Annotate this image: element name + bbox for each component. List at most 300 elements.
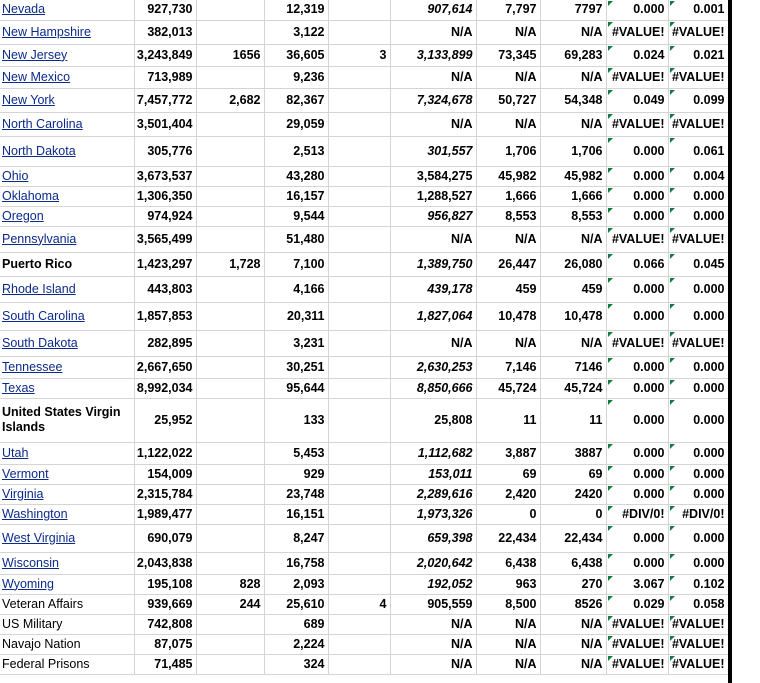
data-cell-col-2[interactable] — [196, 166, 264, 186]
row-label-cell[interactable]: Tennessee — [0, 356, 134, 378]
data-cell-col-7[interactable]: N/A — [540, 112, 606, 136]
data-cell-col-9[interactable]: #VALUE! — [668, 226, 728, 252]
data-cell-col-8[interactable]: 0.000 — [606, 484, 668, 504]
data-cell-col-6[interactable]: 0 — [476, 504, 540, 524]
data-cell-col-6[interactable]: 69 — [476, 464, 540, 484]
data-cell-col-1[interactable]: 71,485 — [134, 654, 196, 674]
data-cell-col-4[interactable] — [328, 226, 390, 252]
row-label-cell[interactable]: Navajo Nation — [0, 634, 134, 654]
data-cell-col-6[interactable]: 3,887 — [476, 442, 540, 464]
data-cell-col-2[interactable] — [196, 378, 264, 398]
row-label-cell[interactable]: New York — [0, 88, 134, 112]
data-cell-col-9[interactable]: #DIV/0! — [668, 504, 728, 524]
data-cell-col-4[interactable] — [328, 330, 390, 356]
data-cell-col-5[interactable]: 3,133,899 — [390, 44, 476, 66]
data-cell-col-2[interactable] — [196, 66, 264, 88]
data-cell-col-2[interactable] — [196, 112, 264, 136]
data-cell-col-9[interactable]: 0.000 — [668, 302, 728, 330]
data-cell-col-5[interactable]: N/A — [390, 20, 476, 44]
data-cell-col-7[interactable]: 2420 — [540, 484, 606, 504]
table-row — [0, 614, 728, 634]
row-label-cell[interactable]: US Military — [0, 614, 134, 634]
data-cell-col-4[interactable] — [328, 634, 390, 654]
data-cell-col-7[interactable]: N/A — [540, 226, 606, 252]
data-cell-col-3[interactable]: 43,280 — [264, 166, 328, 186]
data-cell-col-9[interactable]: 0.102 — [668, 574, 728, 594]
data-cell-col-6[interactable]: 45,724 — [476, 378, 540, 398]
data-cell-col-6[interactable]: 7,797 — [476, 0, 540, 20]
data-cell-col-6[interactable]: 6,438 — [476, 552, 540, 574]
data-cell-col-1[interactable]: 305,776 — [134, 136, 196, 166]
data-cell-col-6[interactable]: 26,447 — [476, 252, 540, 276]
table-row — [0, 464, 728, 484]
data-cell-col-1[interactable]: 3,501,404 — [134, 112, 196, 136]
data-cell-col-8[interactable]: #DIV/0! — [606, 504, 668, 524]
data-cell-col-1[interactable]: 2,667,650 — [134, 356, 196, 378]
row-label-cell[interactable]: Wyoming — [0, 574, 134, 594]
data-cell-col-9[interactable]: 0.000 — [668, 356, 728, 378]
data-cell-col-2[interactable] — [196, 20, 264, 44]
data-cell-col-5[interactable]: 659,398 — [390, 524, 476, 552]
data-cell-col-3[interactable]: 9,236 — [264, 66, 328, 88]
data-cell-col-4[interactable] — [328, 442, 390, 464]
data-cell-col-6[interactable]: 11 — [476, 398, 540, 442]
data-cell-col-3[interactable]: 5,453 — [264, 442, 328, 464]
data-cell-col-1[interactable]: 7,457,772 — [134, 88, 196, 112]
row-label-cell[interactable]: West Virginia — [0, 524, 134, 552]
data-cell-col-3[interactable]: 3,231 — [264, 330, 328, 356]
table-row — [0, 504, 728, 524]
data-cell-col-7[interactable]: 45,982 — [540, 166, 606, 186]
data-cell-col-6[interactable]: N/A — [476, 634, 540, 654]
data-cell-col-5[interactable]: 153,011 — [390, 464, 476, 484]
data-cell-col-6[interactable]: N/A — [476, 66, 540, 88]
data-cell-col-2[interactable] — [196, 0, 264, 20]
data-cell-col-3[interactable]: 20,311 — [264, 302, 328, 330]
data-cell-col-4[interactable] — [328, 186, 390, 206]
data-cell-col-4[interactable] — [328, 112, 390, 136]
data-cell-col-2[interactable] — [196, 614, 264, 634]
data-cell-col-9[interactable]: 0.058 — [668, 594, 728, 614]
data-cell-col-6[interactable]: 8,553 — [476, 206, 540, 226]
row-label-cell[interactable]: Utah — [0, 442, 134, 464]
data-cell-col-4[interactable] — [328, 484, 390, 504]
data-cell-col-1[interactable]: 974,924 — [134, 206, 196, 226]
row-label-cell[interactable]: Ohio — [0, 166, 134, 186]
data-cell-col-5[interactable]: N/A — [390, 634, 476, 654]
data-cell-col-2[interactable] — [196, 464, 264, 484]
row-label-cell[interactable]: New Hampshire — [0, 20, 134, 44]
data-cell-col-7[interactable]: N/A — [540, 330, 606, 356]
data-cell-col-4[interactable] — [328, 398, 390, 442]
data-cell-col-9[interactable]: 0.000 — [668, 206, 728, 226]
data-cell-col-1[interactable]: 154,009 — [134, 464, 196, 484]
data-cell-col-7[interactable]: 10,478 — [540, 302, 606, 330]
data-cell-col-3[interactable]: 12,319 — [264, 0, 328, 20]
data-cell-col-9[interactable]: 0.061 — [668, 136, 728, 166]
data-cell-col-8[interactable]: 0.000 — [606, 524, 668, 552]
data-cell-col-4[interactable] — [328, 166, 390, 186]
data-cell-col-8[interactable]: 0.049 — [606, 88, 668, 112]
data-cell-col-8[interactable]: 0.000 — [606, 0, 668, 20]
data-cell-col-7[interactable]: N/A — [540, 20, 606, 44]
data-cell-col-4[interactable] — [328, 0, 390, 20]
data-cell-col-3[interactable]: 23,748 — [264, 484, 328, 504]
data-cell-col-7[interactable]: 22,434 — [540, 524, 606, 552]
row-label-cell[interactable]: Nevada — [0, 0, 134, 20]
data-cell-col-6[interactable]: N/A — [476, 614, 540, 634]
data-cell-col-3[interactable]: 82,367 — [264, 88, 328, 112]
data-cell-col-4[interactable] — [328, 504, 390, 524]
data-cell-col-8[interactable]: 0.000 — [606, 378, 668, 398]
data-cell-col-3[interactable]: 689 — [264, 614, 328, 634]
data-cell-col-1[interactable]: 25,952 — [134, 398, 196, 442]
row-label-cell[interactable]: New Mexico — [0, 66, 134, 88]
table-row — [0, 552, 728, 574]
data-cell-col-4[interactable] — [328, 552, 390, 574]
data-cell-col-4[interactable] — [328, 574, 390, 594]
data-cell-col-5[interactable]: N/A — [390, 330, 476, 356]
row-label-cell[interactable]: Texas — [0, 378, 134, 398]
data-cell-col-5[interactable]: 956,827 — [390, 206, 476, 226]
data-cell-col-9[interactable]: 0.000 — [668, 186, 728, 206]
data-cell-col-8[interactable]: #VALUE! — [606, 66, 668, 88]
data-cell-col-1[interactable]: 2,043,838 — [134, 552, 196, 574]
data-cell-col-3[interactable]: 7,100 — [264, 252, 328, 276]
data-cell-col-9[interactable]: 0.000 — [668, 464, 728, 484]
data-cell-col-1[interactable]: 282,895 — [134, 330, 196, 356]
data-cell-col-6[interactable]: N/A — [476, 20, 540, 44]
data-cell-col-1[interactable]: 1,306,350 — [134, 186, 196, 206]
data-cell-col-3[interactable]: 9,544 — [264, 206, 328, 226]
data-cell-col-2[interactable] — [196, 136, 264, 166]
data-cell-col-5[interactable]: 8,850,666 — [390, 378, 476, 398]
data-cell-col-8[interactable]: 0.000 — [606, 398, 668, 442]
data-cell-col-4[interactable] — [328, 654, 390, 674]
row-label-cell[interactable]: Puerto Rico — [0, 252, 134, 276]
data-cell-col-9[interactable]: #VALUE! — [668, 112, 728, 136]
data-cell-col-9[interactable]: 0.000 — [668, 524, 728, 552]
data-cell-col-7[interactable]: 270 — [540, 574, 606, 594]
data-cell-col-3[interactable]: 2,093 — [264, 574, 328, 594]
data-cell-col-6[interactable]: N/A — [476, 112, 540, 136]
data-cell-col-8[interactable]: 0.066 — [606, 252, 668, 276]
data-cell-col-7[interactable]: N/A — [540, 614, 606, 634]
data-cell-col-2[interactable] — [196, 524, 264, 552]
data-cell-col-6[interactable]: N/A — [476, 654, 540, 674]
data-cell-col-8[interactable]: #VALUE! — [606, 112, 668, 136]
data-cell-col-8[interactable]: 0.029 — [606, 594, 668, 614]
data-cell-col-3[interactable]: 2,513 — [264, 136, 328, 166]
row-label-cell[interactable]: North Carolina — [0, 112, 134, 136]
data-cell-col-9[interactable]: #VALUE! — [668, 614, 728, 634]
row-label-cell[interactable]: New Jersey — [0, 44, 134, 66]
table-row — [0, 166, 728, 186]
data-cell-col-1[interactable]: 1,122,022 — [134, 442, 196, 464]
data-cell-col-1[interactable]: 2,315,784 — [134, 484, 196, 504]
data-cell-col-1[interactable]: 443,803 — [134, 276, 196, 302]
data-cell-col-1[interactable]: 195,108 — [134, 574, 196, 594]
data-cell-col-1[interactable]: 3,243,849 — [134, 44, 196, 66]
row-label-cell[interactable]: South Carolina — [0, 302, 134, 330]
data-cell-col-2[interactable] — [196, 186, 264, 206]
data-cell-col-9[interactable]: #VALUE! — [668, 66, 728, 88]
data-cell-col-5[interactable]: 907,614 — [390, 0, 476, 20]
data-cell-col-5[interactable]: 1,827,064 — [390, 302, 476, 330]
data-cell-col-4[interactable] — [328, 88, 390, 112]
data-cell-col-8[interactable]: 0.000 — [606, 136, 668, 166]
data-cell-col-9[interactable]: 0.099 — [668, 88, 728, 112]
data-cell-col-1[interactable]: 742,808 — [134, 614, 196, 634]
data-cell-col-3[interactable]: 16,758 — [264, 552, 328, 574]
data-cell-col-5[interactable]: 439,178 — [390, 276, 476, 302]
data-cell-col-7[interactable]: N/A — [540, 634, 606, 654]
data-cell-col-5[interactable]: 2,630,253 — [390, 356, 476, 378]
data-cell-col-3[interactable]: 51,480 — [264, 226, 328, 252]
data-cell-col-6[interactable]: 1,666 — [476, 186, 540, 206]
data-cell-col-6[interactable]: 963 — [476, 574, 540, 594]
table-row — [0, 330, 728, 356]
data-cell-col-4[interactable] — [328, 356, 390, 378]
data-cell-col-8[interactable]: 0.000 — [606, 464, 668, 484]
data-cell-col-7[interactable]: 11 — [540, 398, 606, 442]
data-cell-col-6[interactable]: N/A — [476, 226, 540, 252]
data-cell-col-9[interactable]: 0.000 — [668, 276, 728, 302]
data-cell-col-7[interactable]: 0 — [540, 504, 606, 524]
row-label-cell[interactable]: Federal Prisons — [0, 654, 134, 674]
data-cell-col-4[interactable] — [328, 66, 390, 88]
data-cell-col-5[interactable]: 1,288,527 — [390, 186, 476, 206]
data-cell-col-7[interactable]: 7146 — [540, 356, 606, 378]
data-cell-col-9[interactable]: 0.045 — [668, 252, 728, 276]
data-cell-col-5[interactable]: N/A — [390, 614, 476, 634]
data-cell-col-2[interactable] — [196, 226, 264, 252]
table-row — [0, 226, 728, 252]
data-cell-col-1[interactable]: 87,075 — [134, 634, 196, 654]
data-cell-col-4[interactable] — [328, 378, 390, 398]
data-cell-col-5[interactable]: N/A — [390, 66, 476, 88]
row-label-cell[interactable]: United States Virgin Islands — [0, 398, 134, 442]
data-cell-col-4[interactable] — [328, 252, 390, 276]
data-cell-col-2[interactable]: 244 — [196, 594, 264, 614]
table-row — [0, 378, 728, 398]
row-label-cell[interactable]: Virginia — [0, 484, 134, 504]
data-cell-col-4[interactable] — [328, 302, 390, 330]
data-cell-col-5[interactable]: 301,557 — [390, 136, 476, 166]
data-cell-col-7[interactable]: 54,348 — [540, 88, 606, 112]
sheet-edge-border — [728, 0, 732, 683]
data-cell-col-7[interactable]: 459 — [540, 276, 606, 302]
data-cell-col-5[interactable]: 25,808 — [390, 398, 476, 442]
data-cell-col-6[interactable]: 10,478 — [476, 302, 540, 330]
data-cell-col-6[interactable]: 45,982 — [476, 166, 540, 186]
data-cell-col-7[interactable]: N/A — [540, 66, 606, 88]
data-cell-col-8[interactable]: #VALUE! — [606, 634, 668, 654]
data-cell-col-8[interactable]: #VALUE! — [606, 226, 668, 252]
data-cell-col-2[interactable] — [196, 276, 264, 302]
data-cell-col-9[interactable]: #VALUE! — [668, 654, 728, 674]
row-label-cell[interactable]: Oklahoma — [0, 186, 134, 206]
data-cell-col-2[interactable]: 1,728 — [196, 252, 264, 276]
data-cell-col-6[interactable]: 8,500 — [476, 594, 540, 614]
data-cell-col-7[interactable]: 3887 — [540, 442, 606, 464]
table-row — [0, 186, 728, 206]
data-cell-col-3[interactable]: 16,151 — [264, 504, 328, 524]
data-cell-col-3[interactable]: 25,610 — [264, 594, 328, 614]
data-cell-col-8[interactable]: 0.000 — [606, 206, 668, 226]
data-cell-col-7[interactable]: 8526 — [540, 594, 606, 614]
data-cell-col-8[interactable]: #VALUE! — [606, 654, 668, 674]
row-label-cell[interactable]: Rhode Island — [0, 276, 134, 302]
data-cell-col-4[interactable] — [328, 136, 390, 166]
data-cell-col-6[interactable]: 22,434 — [476, 524, 540, 552]
data-cell-col-9[interactable]: 0.000 — [668, 552, 728, 574]
row-label-cell[interactable]: South Dakota — [0, 330, 134, 356]
data-cell-col-3[interactable]: 16,157 — [264, 186, 328, 206]
data-cell-col-6[interactable]: 2,420 — [476, 484, 540, 504]
row-label-cell[interactable]: North Dakota — [0, 136, 134, 166]
data-cell-col-5[interactable]: 1,973,326 — [390, 504, 476, 524]
data-cell-col-2[interactable]: 1656 — [196, 44, 264, 66]
data-cell-col-2[interactable] — [196, 504, 264, 524]
data-cell-col-3[interactable]: 929 — [264, 464, 328, 484]
data-cell-col-7[interactable]: 7797 — [540, 0, 606, 20]
data-cell-col-4[interactable] — [328, 464, 390, 484]
data-cell-col-9[interactable]: #VALUE! — [668, 20, 728, 44]
data-cell-col-8[interactable]: 0.000 — [606, 552, 668, 574]
data-cell-col-7[interactable]: 45,724 — [540, 378, 606, 398]
data-cell-col-8[interactable]: 0.000 — [606, 166, 668, 186]
data-cell-col-1[interactable]: 1,423,297 — [134, 252, 196, 276]
data-cell-col-9[interactable]: 0.000 — [668, 378, 728, 398]
data-cell-col-3[interactable]: 8,247 — [264, 524, 328, 552]
data-cell-col-9[interactable]: 0.000 — [668, 398, 728, 442]
data-cell-col-1[interactable]: 713,989 — [134, 66, 196, 88]
data-cell-col-4[interactable]: 3 — [328, 44, 390, 66]
data-cell-col-9[interactable]: 0.004 — [668, 166, 728, 186]
data-cell-col-9[interactable]: #VALUE! — [668, 634, 728, 654]
data-cell-col-8[interactable]: #VALUE! — [606, 20, 668, 44]
data-cell-col-5[interactable]: 905,559 — [390, 594, 476, 614]
data-cell-col-5[interactable]: 1,112,682 — [390, 442, 476, 464]
data-cell-col-5[interactable]: 3,584,275 — [390, 166, 476, 186]
data-cell-col-2[interactable] — [196, 302, 264, 330]
data-cell-col-1[interactable]: 927,730 — [134, 0, 196, 20]
data-cell-col-2[interactable] — [196, 398, 264, 442]
data-cell-col-2[interactable] — [196, 552, 264, 574]
data-cell-col-2[interactable] — [196, 330, 264, 356]
data-cell-col-4[interactable] — [328, 524, 390, 552]
data-cell-col-6[interactable]: 73,345 — [476, 44, 540, 66]
row-label-cell[interactable]: Veteran Affairs — [0, 594, 134, 614]
row-label-cell[interactable]: Washington — [0, 504, 134, 524]
data-cell-col-5[interactable]: 2,289,616 — [390, 484, 476, 504]
data-cell-col-8[interactable]: 0.024 — [606, 44, 668, 66]
data-cell-col-8[interactable]: 0.000 — [606, 302, 668, 330]
data-cell-col-3[interactable]: 95,644 — [264, 378, 328, 398]
data-cell-col-8[interactable]: #VALUE! — [606, 330, 668, 356]
data-cell-col-3[interactable]: 36,605 — [264, 44, 328, 66]
data-cell-col-6[interactable]: 1,706 — [476, 136, 540, 166]
data-cell-col-4[interactable] — [328, 206, 390, 226]
data-cell-col-9[interactable]: 0.001 — [668, 0, 728, 20]
data-cell-col-7[interactable]: 69,283 — [540, 44, 606, 66]
data-cell-col-3[interactable]: 30,251 — [264, 356, 328, 378]
data-cell-col-1[interactable]: 690,079 — [134, 524, 196, 552]
data-cell-col-5[interactable]: 1,389,750 — [390, 252, 476, 276]
data-cell-col-1[interactable]: 3,673,537 — [134, 166, 196, 186]
data-cell-col-6[interactable]: 50,727 — [476, 88, 540, 112]
data-cell-col-7[interactable]: 69 — [540, 464, 606, 484]
data-cell-col-1[interactable]: 939,669 — [134, 594, 196, 614]
data-cell-col-1[interactable]: 1,857,853 — [134, 302, 196, 330]
data-cell-col-2[interactable]: 828 — [196, 574, 264, 594]
data-cell-col-8[interactable]: 0.000 — [606, 186, 668, 206]
row-label-cell[interactable]: Pennsylvania — [0, 226, 134, 252]
data-cell-col-5[interactable]: N/A — [390, 226, 476, 252]
data-cell-col-8[interactable]: #VALUE! — [606, 614, 668, 634]
data-cell-col-2[interactable] — [196, 206, 264, 226]
data-cell-col-2[interactable]: 2,682 — [196, 88, 264, 112]
data-cell-col-3[interactable]: 324 — [264, 654, 328, 674]
data-cell-col-6[interactable]: 459 — [476, 276, 540, 302]
data-cell-col-6[interactable]: N/A — [476, 330, 540, 356]
data-cell-col-5[interactable]: N/A — [390, 654, 476, 674]
row-label-cell[interactable]: Vermont — [0, 464, 134, 484]
data-cell-col-3[interactable]: 4,166 — [264, 276, 328, 302]
data-cell-col-1[interactable]: 3,565,499 — [134, 226, 196, 252]
data-cell-col-5[interactable]: 7,324,678 — [390, 88, 476, 112]
data-cell-col-3[interactable]: 133 — [264, 398, 328, 442]
data-cell-col-4[interactable] — [328, 614, 390, 634]
data-cell-col-5[interactable]: 2,020,642 — [390, 552, 476, 574]
data-cell-col-7[interactable]: 26,080 — [540, 252, 606, 276]
data-cell-col-7[interactable]: 6,438 — [540, 552, 606, 574]
data-cell-col-1[interactable]: 8,992,034 — [134, 378, 196, 398]
data-cell-col-4[interactable] — [328, 20, 390, 44]
data-cell-col-7[interactable]: 1,706 — [540, 136, 606, 166]
data-cell-col-3[interactable]: 3,122 — [264, 20, 328, 44]
data-cell-col-6[interactable]: 7,146 — [476, 356, 540, 378]
data-cell-col-2[interactable] — [196, 356, 264, 378]
data-cell-col-9[interactable]: 0.021 — [668, 44, 728, 66]
row-label-cell[interactable]: Oregon — [0, 206, 134, 226]
data-cell-col-8[interactable]: 3.067 — [606, 574, 668, 594]
data-cell-col-1[interactable]: 1,989,477 — [134, 504, 196, 524]
data-cell-col-2[interactable] — [196, 484, 264, 504]
data-cell-col-3[interactable]: 29,059 — [264, 112, 328, 136]
data-cell-col-8[interactable]: 0.000 — [606, 276, 668, 302]
data-cell-col-7[interactable]: 8,553 — [540, 206, 606, 226]
data-cell-col-2[interactable] — [196, 634, 264, 654]
data-cell-col-7[interactable]: 1,666 — [540, 186, 606, 206]
data-cell-col-1[interactable]: 382,013 — [134, 20, 196, 44]
data-cell-col-8[interactable]: 0.000 — [606, 442, 668, 464]
data-cell-col-9[interactable]: 0.000 — [668, 484, 728, 504]
data-cell-col-9[interactable]: #VALUE! — [668, 330, 728, 356]
data-cell-col-7[interactable]: N/A — [540, 654, 606, 674]
data-cell-col-5[interactable]: 192,052 — [390, 574, 476, 594]
row-label-cell[interactable]: Wisconsin — [0, 552, 134, 574]
data-cell-col-2[interactable] — [196, 654, 264, 674]
data-cell-col-8[interactable]: 0.000 — [606, 356, 668, 378]
data-cell-col-9[interactable]: 0.000 — [668, 442, 728, 464]
data-cell-col-4[interactable] — [328, 276, 390, 302]
data-cell-col-5[interactable]: N/A — [390, 112, 476, 136]
data-cell-col-3[interactable]: 2,224 — [264, 634, 328, 654]
data-cell-col-2[interactable] — [196, 442, 264, 464]
data-cell-col-4[interactable]: 4 — [328, 594, 390, 614]
